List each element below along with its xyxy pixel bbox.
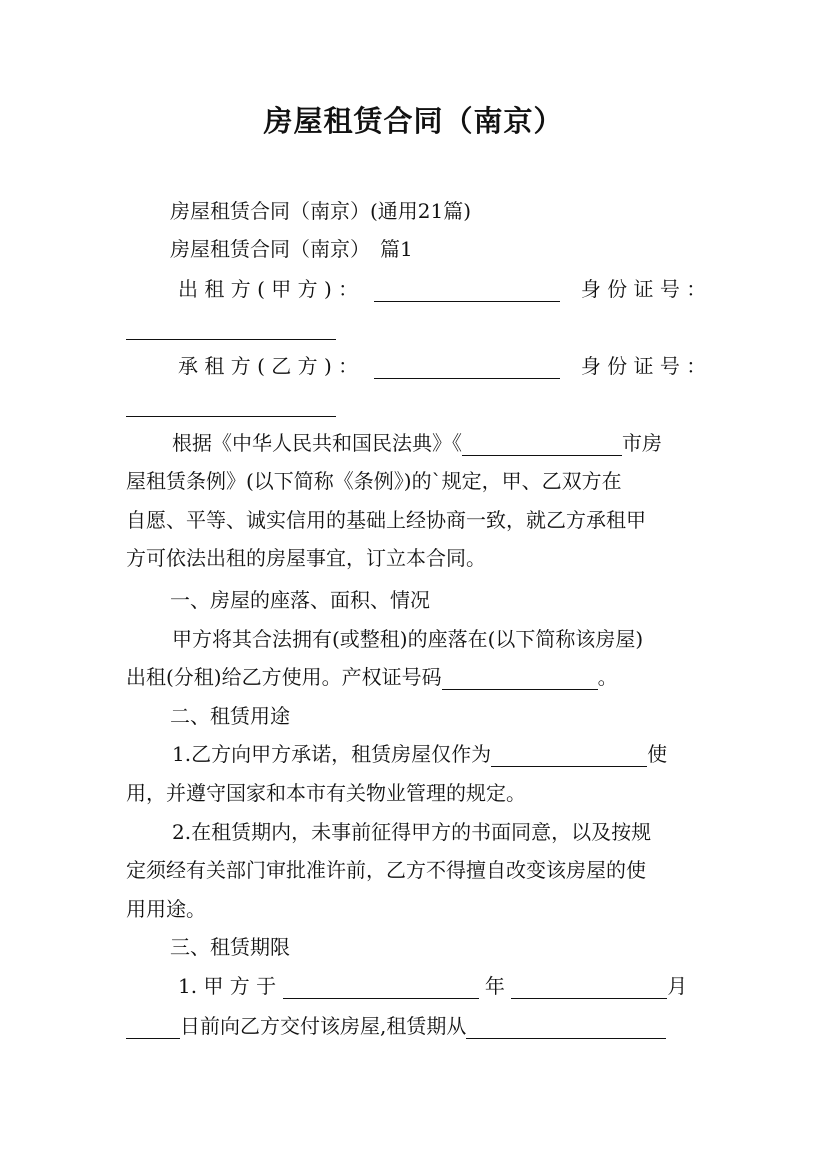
subtitle-line: 房屋租赁合同（南京）(通用21篇) <box>170 199 472 223</box>
clause-3-text-2: 日前向乙方交付该房屋,租赁期从 <box>180 1014 467 1038</box>
clause-1-text: 出租(分租)给乙方使用。产权证号码 <box>126 665 442 689</box>
clause-3-line-1 <box>178 972 758 1000</box>
lessor-name-blank <box>374 279 560 302</box>
clause-2-line-2: 用，并遵守国家和本市有关物业管理的规定。 <box>126 781 526 805</box>
day-blank <box>126 1016 180 1039</box>
lessee-line <box>178 352 758 380</box>
preamble-line-1 <box>172 429 752 457</box>
clause-2-text: 1.乙方向甲方承诺，租赁房屋仅作为 <box>172 742 492 766</box>
clause-1-line-2 <box>126 663 706 691</box>
usage-blank <box>491 744 647 767</box>
preamble-line-2: 屋租赁条例》(以下简称《条例》)的`规定，甲、乙双方在 <box>126 469 622 493</box>
title-cert-blank <box>442 667 598 690</box>
clause-2-line-4: 定须经有关部门审批准许前，乙方不得擅自改变该房屋的使 <box>126 858 646 882</box>
city-blank <box>462 433 622 456</box>
lessor-label: 出 租 方 ( 甲 方 ) ： <box>178 277 359 301</box>
clause-3-line-2 <box>126 1012 706 1040</box>
preamble-line-4: 方可依法出租的房屋事宜，订立本合同。 <box>126 546 486 570</box>
clause-2-line-3: 2.在租赁期内，未事前征得甲方的书面同意，以及按规 <box>172 820 652 844</box>
section-heading-1: 房屋租赁合同（南京） 篇1 <box>170 237 413 261</box>
preamble-text-1: 根据《中华人民共和国民法典》《 <box>172 431 462 455</box>
clause-heading-1: 一、房屋的座落、面积、情况 <box>170 588 430 612</box>
clause-heading-3: 三、租赁期限 <box>170 935 290 959</box>
lessee-id-blank <box>126 394 336 417</box>
clause-1-line-1: 甲方将其合法拥有(或整租)的座落在(以下简称该房屋) <box>172 627 644 651</box>
clause-heading-2: 二、租赁用途 <box>170 704 290 728</box>
clause-2-end: 使 <box>647 742 668 766</box>
term-start-blank <box>466 1016 666 1039</box>
year-label: 年 <box>484 974 505 998</box>
preamble-line-3: 自愿、平等、诚实信用的基础上经协商一致，就乙方承租甲 <box>126 508 646 532</box>
year-blank <box>283 976 479 999</box>
lessee-id-line <box>126 390 706 418</box>
month-label: 月 <box>667 974 688 998</box>
clause-2-line-5: 用用途。 <box>126 897 206 921</box>
clause-2-line-1 <box>172 740 752 768</box>
lessee-label: 承 租 方 ( 乙 方 ) ： <box>178 354 359 378</box>
document-title: 房屋租赁合同（南京） <box>263 104 564 138</box>
lessee-name-blank <box>374 356 560 379</box>
lessor-id-line <box>126 313 706 341</box>
month-blank <box>511 976 667 999</box>
lessor-line <box>178 275 758 303</box>
lessor-id-blank <box>126 317 336 340</box>
preamble-text-2: 市房 <box>622 431 662 455</box>
lessor-id-label: 身 份 证 号 ： <box>580 277 707 301</box>
lessee-id-label: 身 份 证 号 ： <box>580 354 707 378</box>
clause-1-end: 。 <box>597 665 618 689</box>
clause-3-text-1: 1. 甲 方 于 <box>178 974 277 998</box>
